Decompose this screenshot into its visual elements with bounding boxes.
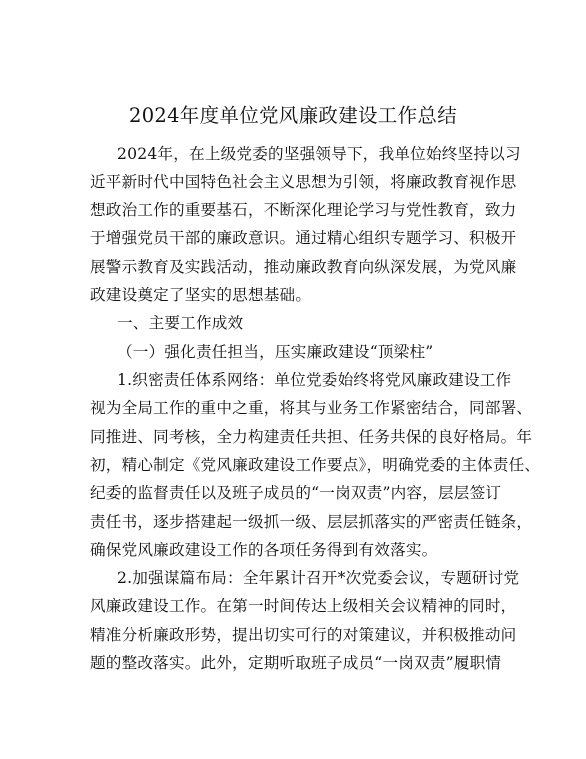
paragraph-line: 同推进、同考核，全力构建责任共担、任务共保的良好格局。年	[90, 428, 533, 446]
paragraph-line: 近平新时代中国特色社会主义思想为引领，将廉政教育视作思	[90, 173, 517, 191]
paragraph-line: 视为全局工作的重中之重，将其与业务工作紧密结合，同部署、	[90, 399, 533, 417]
paragraph-line: 精准分析廉政形势，提出切实可行的对策建议，并积极推动问	[90, 626, 517, 644]
paragraph-line: 2024年，在上级党委的坚强领导下，我单位始终坚持以习	[117, 145, 521, 163]
section-heading: 一、主要工作成效	[117, 314, 244, 332]
paragraph-line: 纪委的监督责任以及班子成员的“一岗双责”内容，层层签订	[90, 484, 502, 502]
document-title: 2024年度单位党风廉政建设工作总结	[128, 104, 458, 127]
paragraph-line: 确保党风廉政建设工作的各项任务得到有效落实。	[90, 541, 438, 559]
paragraph-line: 初，精心制定《党风廉政建设工作要点》，明确党委的主体责任、	[90, 456, 541, 474]
paragraph-line: 政建设奠定了坚实的思想基础。	[90, 286, 312, 304]
paragraph-line: 于增强党员干部的廉政意识。通过精心组织专题学习、积极开	[90, 229, 517, 247]
subsection-heading: （一）强化责任担当，压实廉政建设“顶梁柱”	[117, 343, 434, 361]
paragraph-line: 风廉政建设工作。在第一时间传达上级相关会议精神的同时，	[90, 597, 517, 615]
paragraph-line: 题的整改落实。此外，定期听取班子成员“一岗双责”履职情	[90, 654, 502, 672]
paragraph-line: 责任书，逐步搭建起一级抓一级、层层抓落实的严密责任链条，	[90, 513, 533, 531]
paragraph-line: 展警示教育及实践活动，推动廉政教育向纵深发展，为党风廉	[90, 258, 517, 276]
paragraph-line: 2.加强谋篇布局：全年累计召开*次党委会议，专题研讨党	[117, 569, 520, 587]
paragraph-line: 1.织密责任体系网络：单位党委始终将党风廉政建设工作	[117, 371, 512, 389]
paragraph-line: 想政治工作的重要基石，不断深化理论学习与党性教育，致力	[90, 201, 517, 219]
